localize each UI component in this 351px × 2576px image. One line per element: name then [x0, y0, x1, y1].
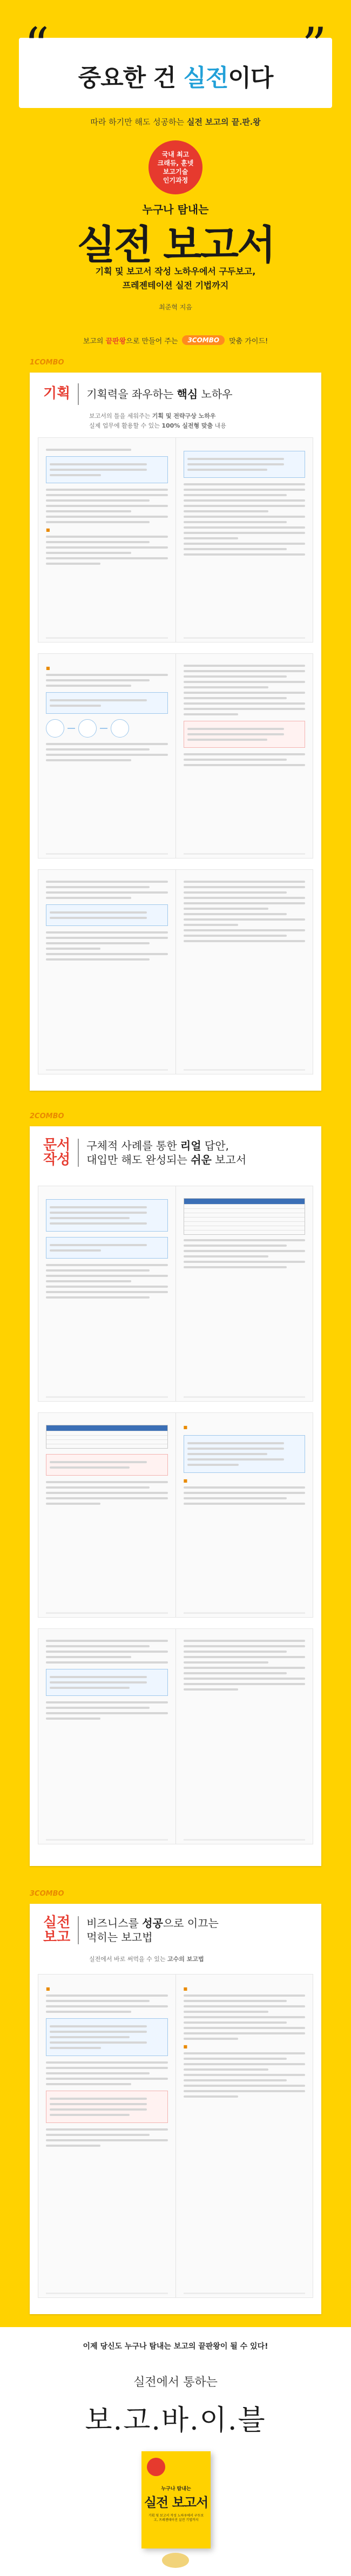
section-planning — [0, 356, 351, 1101]
document-card — [30, 1126, 321, 1866]
popular-course-badge: 국내 최고 크래듀, 훈넷 보고기술 인기과정 — [148, 140, 202, 194]
close-quote-icon: ” — [301, 17, 327, 74]
cover-title: 실전 보고서 — [144, 2495, 208, 2510]
cover-kicker: 누구나 탐내는 — [161, 2486, 191, 2492]
guide-strip: 보고의 끝판왕으로 만들어 주는 3COMBO 맞춤 가이드! — [83, 336, 268, 346]
combo-tag-1: 1COMBO — [30, 359, 64, 367]
section-kicker: 실전 보고 — [43, 1915, 71, 1946]
book-page — [176, 438, 313, 642]
book-page — [38, 870, 176, 1074]
closing-subtitle: 실전에서 통하는 — [133, 2376, 218, 2389]
closing-slogan: 보.고.바.이.블 — [85, 2404, 266, 2437]
section-title: 구체적 사례를 통한 리얼 답안, 대입만 해도 완성되는 쉬운 보고서 — [86, 1139, 247, 1167]
combo-tag-2: 2COMBO — [30, 1112, 64, 1120]
reporting-card — [30, 1904, 321, 2314]
hero-subline: 따라 하기만 해도 성공하는 실전 보고의 끝.판.왕 — [90, 117, 261, 127]
book-spread-preview — [38, 1974, 313, 2298]
section-reporting — [0, 1879, 351, 2327]
book-kicker: 누구나 탐내는 — [142, 203, 209, 216]
hero-banner — [0, 0, 351, 410]
combo-pill: 3COMBO — [182, 335, 225, 345]
book-page — [38, 1629, 176, 1844]
book-page: ■ ■ — [176, 1413, 313, 1617]
planning-card — [30, 373, 321, 1091]
book-spread-preview — [38, 437, 313, 643]
combo-tag-3: 3COMBO — [30, 1890, 64, 1898]
hero-headline: 중요한 건 실전이다 — [78, 64, 273, 92]
publisher-logo-icon — [162, 2553, 189, 2568]
section-title: 비즈니스를 성공으로 이끄는 먹히는 보고법 — [86, 1917, 219, 1944]
book-page — [176, 654, 313, 858]
book-description: 기획 및 보고서 작성 노하우에서 구두보고, 프레젠테이션 실전 기법까지 — [95, 266, 256, 290]
section-document-writing — [0, 1101, 351, 1879]
cover-description: 기획 및 보고서 작성 노하우에서 구두보고, 프레젠테이션 실전 기법까지 — [148, 2514, 204, 2523]
author: 최준혁 지음 — [159, 303, 192, 311]
book-page: ■ — [38, 438, 176, 642]
book-page — [38, 1413, 176, 1617]
section-kicker: 문서 작성 — [43, 1137, 71, 1168]
cover-badge-icon — [147, 2458, 165, 2476]
book-page — [38, 1186, 176, 1401]
closing-message: 이제 당신도 누구나 탐내는 보고의 끝판왕이 될 수 있다! — [83, 2342, 268, 2351]
book-page — [176, 1186, 313, 1401]
book-page: ■ — [38, 654, 176, 858]
planning-header — [43, 383, 308, 405]
book-spread-preview — [38, 653, 313, 858]
book-page: ■ — [38, 1975, 176, 2297]
divider — [78, 1916, 79, 1944]
book-title: 실전 보고서 — [77, 222, 274, 268]
section-kicker: 기획 — [43, 386, 71, 402]
book-page — [176, 1629, 313, 1844]
section-title: 기획력을 좌우하는 핵심 노하우 — [86, 388, 233, 401]
book-spread-preview — [38, 869, 313, 1074]
book-page: ■ ■ — [176, 1975, 313, 2297]
open-quote-icon: “ — [24, 17, 50, 74]
section-subtitle: 실전에서 바로 써먹을 수 있는 고수의 보고법 — [89, 1956, 204, 1963]
section-subtitle: 보고서의 틀을 세워주는 기획 및 전략구상 노하우 실제 업무에 활용할 수 있는 100% 실전형 맞춤 내용 — [89, 413, 226, 429]
reporting-header — [43, 1916, 308, 1945]
document-header — [43, 1138, 308, 1168]
book-page — [176, 870, 313, 1074]
book-cover — [141, 2451, 211, 2548]
divider — [78, 1139, 79, 1167]
book-spread-preview — [38, 1412, 313, 1618]
book-spread-preview — [38, 1186, 313, 1402]
book-spread-preview — [38, 1628, 313, 1844]
divider — [78, 383, 79, 405]
